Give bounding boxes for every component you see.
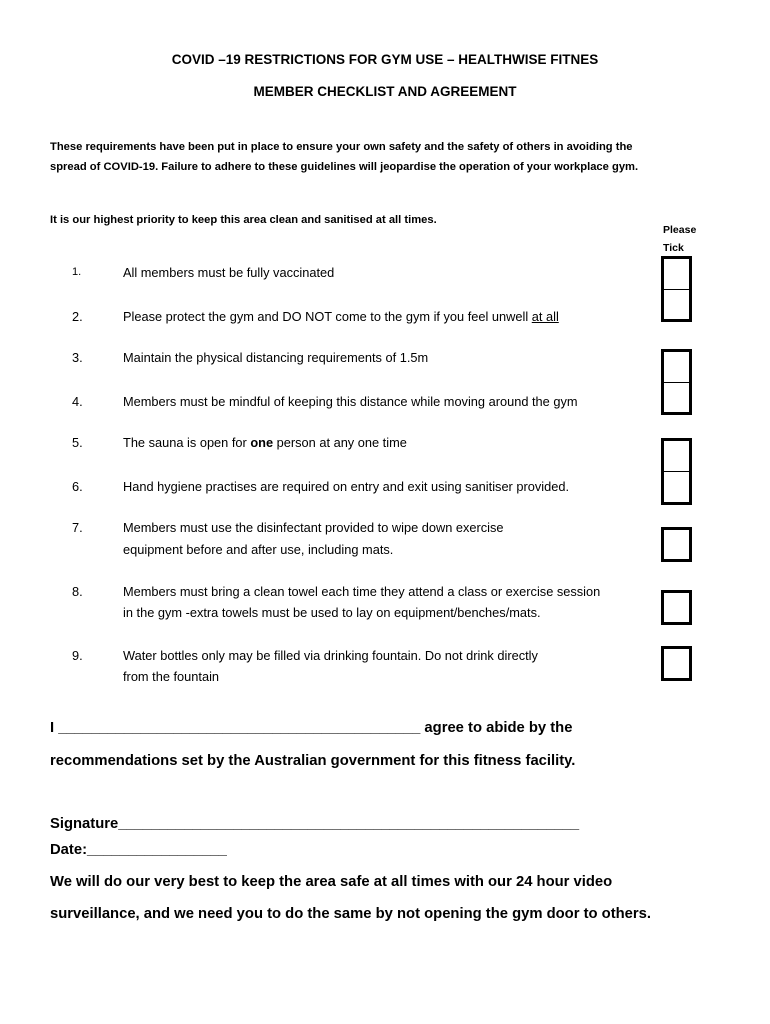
agreement-recommendation: recommendations set by the Australian government for this fitness facility. [50, 753, 576, 769]
checklist-item-text: Hand hygiene practises are required on entry and exit using sanitiser provided. [123, 479, 570, 494]
date-field[interactable]: Date:_________________ [50, 842, 227, 858]
checklist-item-text: Members must bring a clean towel each time they attend a class or exercise session [123, 584, 601, 599]
closing-line-2: surveillance, and we need you to do the same by not opening the gym door to others. [50, 906, 652, 922]
checklist-number: 4. [72, 394, 83, 409]
signature-field[interactable]: Signature________________________________________________________ [50, 816, 580, 832]
agreement-name-line[interactable]: I ____________________________________________ agree to abide by the [50, 720, 573, 736]
checklist-item-text-cont: in the gym -extra towels must be used to lay on equipment/benches/mats. [123, 605, 541, 620]
tick-box-7[interactable] [661, 527, 692, 562]
tick-box-5[interactable] [661, 438, 692, 472]
checklist-number: 6. [72, 479, 83, 494]
tick-box-9[interactable] [661, 646, 692, 681]
emphasis-bold: one [250, 435, 274, 450]
tick-header-tick: Tick [663, 242, 684, 254]
checklist-item-text-cont: from the fountain [123, 669, 220, 684]
checklist-item-text: Members must use the disinfectant provided to wipe down exercise [123, 520, 504, 535]
checklist-item-text: Please protect the gym and DO NOT come to the gym if you feel unwell at all [123, 309, 559, 324]
document-subtitle: MEMBER CHECKLIST AND AGREEMENT [253, 84, 517, 99]
checklist-item-text: Members must be mindful of keeping this distance while moving around the gym [123, 394, 578, 409]
emphasis-underline: at all [531, 309, 559, 324]
checklist-number: 7. [72, 520, 83, 535]
tick-header-please: Please [663, 224, 697, 236]
checklist-number: 3. [72, 350, 83, 365]
tick-box-8[interactable] [661, 590, 692, 625]
intro-line-2: spread of COVID-19. Failure to adhere to these guidelines will jeopardise the operation of your workplace gym. [50, 161, 639, 173]
checklist-item-text-cont: equipment before and after use, including mats. [123, 542, 394, 557]
checklist-number: 2. [72, 309, 83, 324]
checklist-number: 5. [72, 435, 83, 450]
intro-line-1: These requirements have been put in place to ensure your own safety and the safety of others in avoiding the [50, 141, 633, 153]
checklist-number: 1. [72, 266, 82, 278]
tick-box-2[interactable] [661, 289, 692, 322]
tick-box-3[interactable] [661, 349, 692, 383]
checklist-item-text: All members must be fully vaccinated [123, 265, 335, 280]
checklist-item-text: Maintain the physical distancing requirements of 1.5m [123, 350, 429, 365]
tick-box-1[interactable] [661, 256, 692, 290]
checklist-number: 8. [72, 584, 83, 599]
checklist-number: 9. [72, 648, 83, 663]
priority-statement: It is our highest priority to keep this area clean and sanitised at all times. [50, 214, 437, 226]
tick-box-6[interactable] [661, 471, 692, 505]
closing-line-1: We will do our very best to keep the area safe at all times with our 24 hour video [50, 874, 613, 890]
document-title: COVID –19 RESTRICTIONS FOR GYM USE – HEALTHWISE FITNES [171, 52, 599, 67]
checklist-item-text: Water bottles only may be filled via drinking fountain. Do not drink directly [123, 648, 538, 663]
checklist-item-text: The sauna is open for one person at any one time [123, 435, 407, 450]
tick-box-4[interactable] [661, 382, 692, 415]
